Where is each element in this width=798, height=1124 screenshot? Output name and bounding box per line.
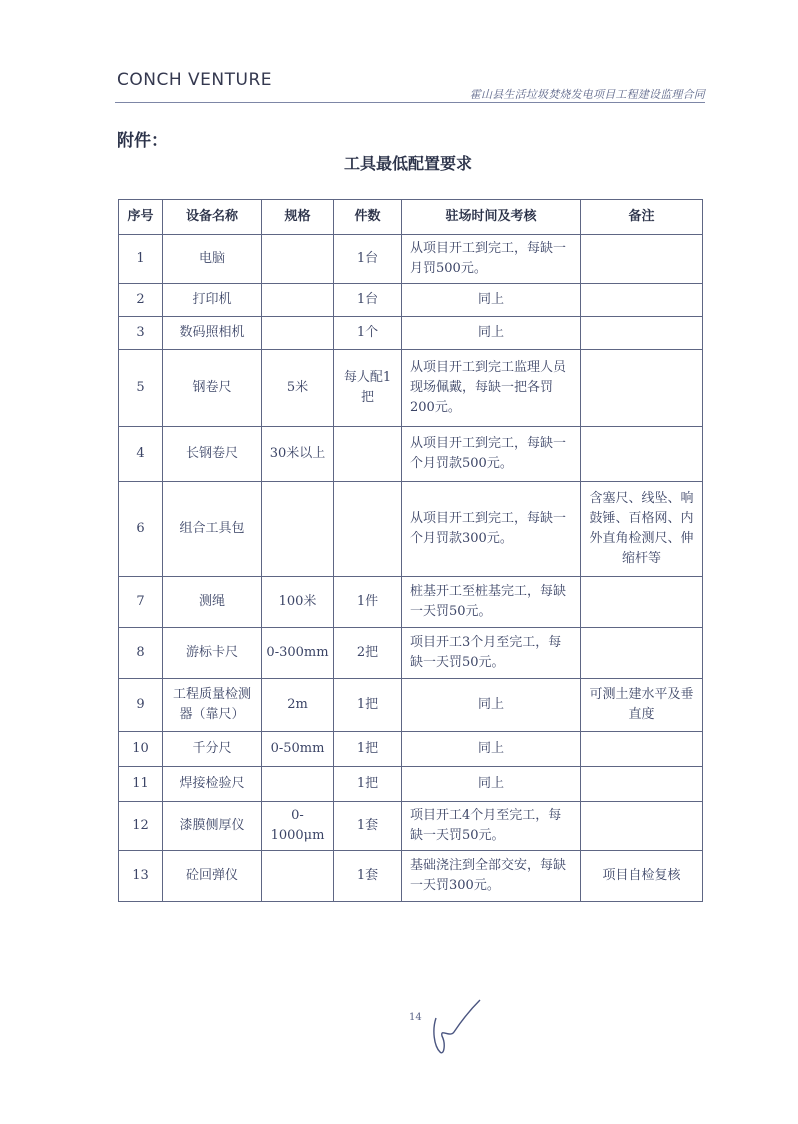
cell-qty <box>334 482 402 577</box>
table-row <box>119 851 703 902</box>
cell-note: 含塞尺、线坠、响鼓锤、百格网、内外直角检测尺、伸缩杆等 <box>581 482 703 577</box>
cell-no: 10 <box>119 732 163 767</box>
cell-no: 11 <box>119 767 163 802</box>
cell-time: 项目开工4个月至完工，每缺一天罚50元。 <box>402 802 581 851</box>
cell-qty <box>334 427 402 482</box>
cell-time: 桩基开工至桩基完工，每缺一天罚50元。 <box>402 577 581 628</box>
cell-name: 电脑 <box>163 235 262 284</box>
cell-qty: 1个 <box>334 317 402 350</box>
company-logo: CONCH VENTURE <box>117 70 272 90</box>
page-header <box>115 66 705 106</box>
cell-spec: 0-1000μm <box>262 802 334 851</box>
header-qty: 件数 <box>334 200 402 235</box>
cell-note <box>581 350 703 427</box>
cell-note <box>581 732 703 767</box>
cell-spec: 100米 <box>262 577 334 628</box>
cell-time: 项目开工3个月至完工，每缺一天罚50元。 <box>402 628 581 679</box>
header-no: 序号 <box>119 200 163 235</box>
cell-spec <box>262 284 334 317</box>
document-title: 工具最低配置要求 <box>343 154 472 173</box>
cell-spec: 5米 <box>262 350 334 427</box>
cell-qty: 1台 <box>334 235 402 284</box>
table-row <box>119 427 703 482</box>
cell-name: 钢卷尺 <box>163 350 262 427</box>
cell-note <box>581 284 703 317</box>
cell-name: 打印机 <box>163 284 262 317</box>
cell-no: 1 <box>119 235 163 284</box>
cell-spec <box>262 851 334 902</box>
cell-time: 同上 <box>402 767 581 802</box>
cell-time: 从项目开工到完工，每缺一个月罚款500元。 <box>402 427 581 482</box>
cell-name: 组合工具包 <box>163 482 262 577</box>
cell-time: 从项目开工到完工，每缺一月罚500元。 <box>402 235 581 284</box>
table-header-row <box>119 200 703 235</box>
cell-time: 同上 <box>402 317 581 350</box>
cell-name: 千分尺 <box>163 732 262 767</box>
attachment-label: 附件： <box>117 131 168 151</box>
cell-time: 同上 <box>402 732 581 767</box>
cell-note <box>581 235 703 284</box>
cell-spec <box>262 767 334 802</box>
table-row <box>119 628 703 679</box>
cell-name: 长钢卷尺 <box>163 427 262 482</box>
cell-qty: 1套 <box>334 802 402 851</box>
table-row <box>119 577 703 628</box>
header-note: 备注 <box>581 200 703 235</box>
table-row <box>119 802 703 851</box>
cell-no: 13 <box>119 851 163 902</box>
cell-name: 测绳 <box>163 577 262 628</box>
cell-spec: 0-50mm <box>262 732 334 767</box>
cell-name: 数码照相机 <box>163 317 262 350</box>
cell-note: 项目自检复核 <box>581 851 703 902</box>
cell-no: 8 <box>119 628 163 679</box>
cell-time: 基础浇注到全部交安，每缺一天罚300元。 <box>402 851 581 902</box>
cell-no: 7 <box>119 577 163 628</box>
tool-requirements-table <box>118 199 703 902</box>
cell-qty: 1把 <box>334 767 402 802</box>
cell-name: 砼回弹仪 <box>163 851 262 902</box>
cell-no: 2 <box>119 284 163 317</box>
cell-qty: 2把 <box>334 628 402 679</box>
cell-spec: 2m <box>262 679 334 732</box>
cell-note <box>581 317 703 350</box>
header-name: 设备名称 <box>163 200 262 235</box>
cell-note: 可测土建水平及垂直度 <box>581 679 703 732</box>
cell-qty: 1台 <box>334 284 402 317</box>
cell-name: 工程质量检测器（靠尺） <box>163 679 262 732</box>
cell-time: 从项目开工到完工，每缺一个月罚款300元。 <box>402 482 581 577</box>
cell-note <box>581 427 703 482</box>
cell-qty: 1把 <box>334 679 402 732</box>
table-row <box>119 732 703 767</box>
cell-name: 漆膜侧厚仪 <box>163 802 262 851</box>
cell-spec: 30米以上 <box>262 427 334 482</box>
table-row <box>119 235 703 284</box>
cell-time: 从项目开工到完工监理人员现场佩戴，每缺一把各罚200元。 <box>402 350 581 427</box>
cell-time: 同上 <box>402 679 581 732</box>
header-time: 驻场时间及考核 <box>402 200 581 235</box>
cell-spec <box>262 235 334 284</box>
cell-spec <box>262 482 334 577</box>
table-row <box>119 767 703 802</box>
table-row <box>119 284 703 317</box>
cell-note <box>581 628 703 679</box>
cell-qty: 1套 <box>334 851 402 902</box>
cell-no: 5 <box>119 350 163 427</box>
cell-qty: 1件 <box>334 577 402 628</box>
signature-mark <box>428 998 488 1058</box>
cell-qty: 每人配1把 <box>334 350 402 427</box>
cell-no: 6 <box>119 482 163 577</box>
cell-no: 12 <box>119 802 163 851</box>
contract-title: 霍山县生活垃圾焚烧发电项目工程建设监理合同 <box>469 88 705 101</box>
cell-note <box>581 802 703 851</box>
cell-spec <box>262 317 334 350</box>
cell-qty: 1把 <box>334 732 402 767</box>
cell-name: 游标卡尺 <box>163 628 262 679</box>
table-row <box>119 317 703 350</box>
table-row <box>119 350 703 427</box>
table-row <box>119 679 703 732</box>
cell-name: 焊接检验尺 <box>163 767 262 802</box>
cell-spec: 0-300mm <box>262 628 334 679</box>
cell-no: 9 <box>119 679 163 732</box>
table-row <box>119 482 703 577</box>
cell-no: 4 <box>119 427 163 482</box>
header-divider <box>115 102 705 103</box>
cell-note <box>581 767 703 802</box>
page-number: 14 <box>409 1012 422 1023</box>
cell-no: 3 <box>119 317 163 350</box>
header-spec: 规格 <box>262 200 334 235</box>
cell-time: 同上 <box>402 284 581 317</box>
cell-note <box>581 577 703 628</box>
